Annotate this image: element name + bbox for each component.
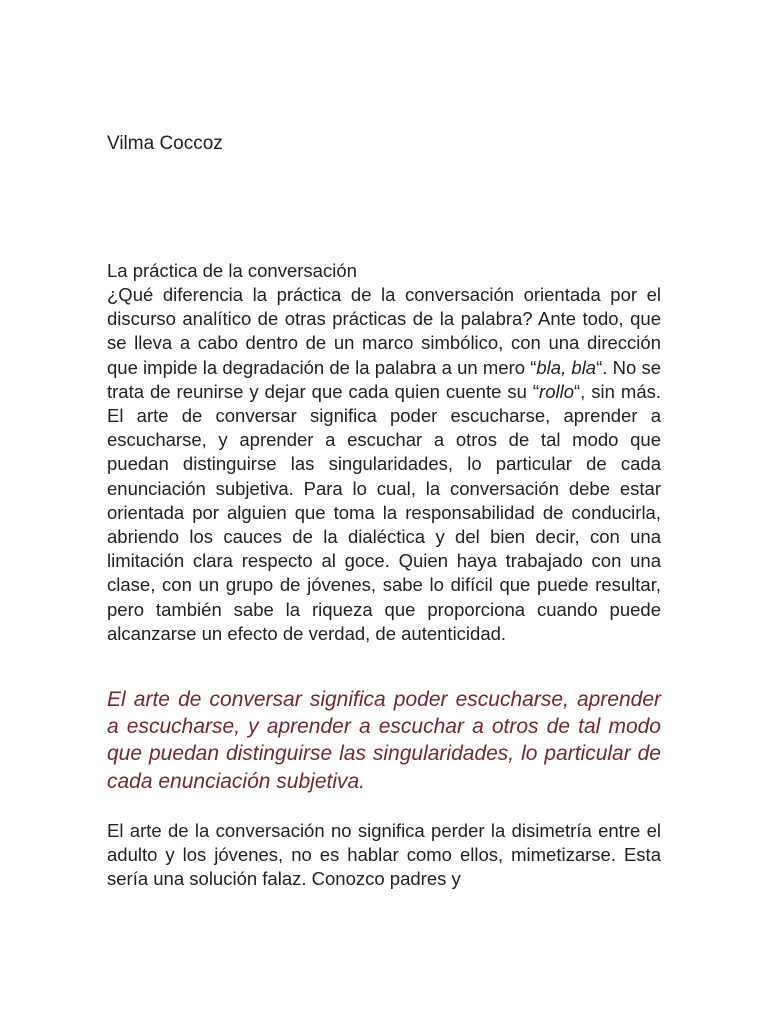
section-title: La práctica de la conversación [107,260,357,281]
author-name: Vilma Coccoz [107,133,223,154]
paragraph-1-text-b: “. No se trata de reunirse y dejar que cada quien cuente su “ [107,356,661,402]
pull-quote: El arte de conversar significa poder escucharse, aprender a escucharse, y aprender a escuchar a otros de tal modo que puedan distinguirse las singularidades, lo particular de cada enunciación subjetiva. [107,688,661,793]
body-paragraph-2: El arte de la conversación no significa perder la disimetría entre el adulto y los jóvenes, no es hablar como ellos, mimetizarse. Esta sería una solución falaz. Conozco padres y [107,819,661,890]
body-paragraph-1 [107,283,661,646]
paragraph-1-italic-rollo: rollo [539,380,575,402]
paragraph-1-italic-bla: bla, bla [536,356,597,378]
article [107,259,661,891]
paragraph-1-text-a: ¿Qué diferencia la práctica de la conversación orientada por el discurso analítico de otras prácticas de la palabra? Ante todo, que se lleva a cabo dentro de un marco simbólico, con una dirección que impide la degradación de la palabra a un mero “ [107,284,661,378]
paragraph-1-text-c: “, sin más. El arte de conversar significa poder escucharse, aprender a escucharse, y aprender a escuchar a otros de tal modo que puedan distinguirse las singularidades, lo particular de cada enunciación subjetiva. Para lo cual, la conversación debe estar orientada por alguien que toma la responsabilidad de conducirla, abriendo los cauces de la dialéctica y del bien decir, con una limitación clara respecto al goce. Quien haya trabajado con una clase, con un grupo de jóvenes, sabe lo difícil que puede resultar, pero también sabe la riqueza que proporciona cuando puede alcanzarse un efecto de verdad, de autenticidad. [107,380,661,644]
